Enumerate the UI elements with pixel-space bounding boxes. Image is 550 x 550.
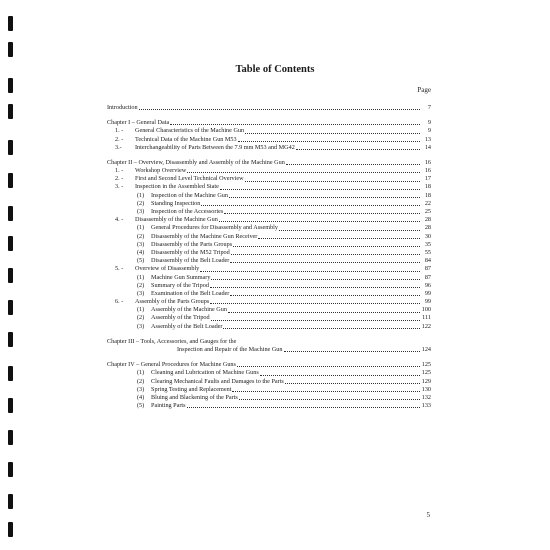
toc-entry-page: 16 (424, 158, 431, 166)
toc-entry-label: Clearing Mechanical Faults and Damages to the Parts (151, 377, 284, 385)
toc-entry-label: Chapter IV – General Procedures for Machine Guns (107, 361, 236, 369)
toc-entry (107, 119, 431, 127)
toc-entry-number: 3.- (115, 143, 122, 151)
toc-entry (107, 290, 431, 298)
toc-entry (107, 249, 431, 257)
toc-entry-page: 28 (424, 224, 431, 232)
toc-entry-page: 84 (424, 257, 431, 265)
toc-leader-dots (285, 378, 420, 384)
toc-entry (107, 104, 431, 112)
toc-gap (107, 112, 431, 119)
binder-hole (8, 140, 13, 155)
toc-entry-number: (2) (137, 377, 145, 385)
binder-hole (8, 366, 13, 381)
toc-entry-label: Assembly of the Parts Groups (135, 298, 210, 306)
toc-leader-dots (187, 167, 420, 173)
toc-leader-dots (232, 386, 420, 392)
toc-entry-page: 22 (424, 199, 431, 207)
toc-leader-dots (200, 266, 420, 272)
toc-leader-dots (139, 104, 420, 110)
toc-entry (107, 298, 431, 306)
toc-entry-label: Overview of Disassembly (135, 265, 200, 273)
toc-entry-page: 99 (424, 289, 431, 297)
toc-entry-number: 1. - (115, 167, 124, 175)
binder-hole (8, 332, 13, 347)
toc-leader-dots (211, 274, 420, 280)
page-title: Table of Contents (235, 64, 315, 75)
toc-entry (107, 378, 431, 386)
toc-entry-page: 87 (424, 273, 431, 281)
toc-entry (107, 184, 431, 192)
toc-entry-label: Cleaning and Lubrication of Machine Guns (151, 369, 259, 377)
toc-entry (107, 224, 431, 232)
toc-entry-number: (4) (137, 248, 145, 256)
toc-entry-number: 3. - (115, 183, 124, 191)
binder-hole (8, 42, 13, 57)
toc-entry-number: (1) (137, 369, 145, 377)
toc-entry (107, 402, 431, 410)
toc-entry (107, 274, 431, 282)
toc-entry (107, 346, 431, 354)
toc-entry-page: 7 (427, 103, 431, 111)
toc-entry-page: 129 (421, 377, 431, 385)
toc-entry (107, 136, 431, 144)
binder-hole (8, 236, 13, 251)
toc-leader-dots (210, 298, 420, 304)
toc-leader-dots (230, 257, 420, 263)
toc-leader-dots (220, 184, 420, 190)
toc-entry-label: Interchangeability of Parts Between the 7.9 mm M53 and MG42 (135, 143, 295, 151)
toc-entry-page: 18 (424, 183, 431, 191)
toc-leader-dots (224, 208, 420, 214)
toc-entry-number: 6. - (115, 298, 124, 306)
toc-entry-number: (5) (137, 402, 145, 410)
toc-entry-page: 13 (424, 135, 431, 143)
toc-entry-number: 2. - (115, 175, 124, 183)
toc-entry-page: 17 (424, 175, 431, 183)
toc-leader-dots (230, 290, 420, 296)
toc-entry-label: Inspection and Repair of the Machine Gun (177, 346, 283, 354)
toc-entry (107, 306, 431, 314)
toc-entry (107, 167, 431, 175)
toc-entry-number: (1) (137, 306, 145, 314)
toc-entry (107, 361, 431, 369)
toc-entry-label: Inspection of the Accessories (151, 208, 224, 216)
toc-entry-label: Standing Inspection (151, 199, 201, 207)
binder-hole (8, 300, 13, 315)
toc-entry-label: Assembly of the Machine Gun (151, 306, 227, 314)
toc-entry-number: (3) (137, 322, 145, 330)
toc-leader-dots (296, 144, 420, 150)
toc-leader-dots (239, 394, 420, 400)
toc-entry-label: Disassembly of the M52 Tripod (151, 248, 230, 256)
toc-entry-label: Painting Parts (151, 402, 186, 410)
toc-entry (107, 315, 431, 323)
toc-entry-label: Chapter I – General Data (107, 119, 170, 127)
table-of-contents (107, 104, 431, 410)
toc-entry-page: 87 (424, 265, 431, 273)
toc-leader-dots (238, 136, 420, 142)
toc-entry-label: Bluing and Blackening of the Parts (151, 393, 238, 401)
toc-entry (107, 265, 431, 273)
toc-entry-number: (2) (137, 199, 145, 207)
toc-entry-label: Inspection in the Assembled State (135, 183, 219, 191)
toc-entry (107, 192, 431, 200)
toc-entry (107, 127, 431, 135)
toc-leader-dots (223, 323, 420, 329)
toc-gap (107, 331, 431, 338)
toc-entry (107, 159, 431, 167)
toc-entry-number: (3) (137, 240, 145, 248)
toc-entry-number: (3) (137, 289, 145, 297)
toc-entry-label: Examination of the Belt Loader (151, 289, 230, 297)
toc-entry-label: Chapter II – Overview, Disassembly and Assembly of the Machine Gun (107, 158, 285, 166)
toc-leader-dots (258, 233, 420, 239)
toc-entry-number: (2) (137, 314, 145, 322)
toc-entry-page: 111 (422, 314, 431, 322)
toc-entry-label: Workshop Overview (135, 167, 187, 175)
toc-gap (107, 354, 431, 361)
page-number: 5 (426, 511, 430, 519)
toc-leader-dots (245, 128, 420, 134)
toc-entry-label: Chapter III – Tools, Accessories, and Gauges for the (107, 337, 237, 345)
toc-entry-label: Technical Data of the Machine Gun M53 (135, 135, 237, 143)
toc-entry-page: 9 (427, 127, 431, 135)
binder-hole (8, 522, 13, 537)
toc-leader-dots (228, 307, 420, 313)
toc-entry-number: 2. - (115, 135, 124, 143)
toc-leader-dots (187, 402, 420, 408)
toc-entry-label: First and Second Level Technical Overview (135, 175, 244, 183)
toc-entry-page: 124 (421, 346, 431, 354)
toc-entry-page: 96 (424, 281, 431, 289)
toc-leader-dots (279, 225, 420, 231)
toc-entry-page: 130 (421, 385, 431, 393)
binder-hole (8, 398, 13, 413)
toc-entry-label: Assembly of the Tripod (151, 314, 210, 322)
toc-entry-page: 125 (421, 369, 431, 377)
binder-hole (8, 494, 13, 509)
toc-entry (107, 175, 431, 183)
toc-entry-label: Disassembly of the Belt Loader (151, 257, 230, 265)
toc-entry-page: 18 (424, 191, 431, 199)
toc-entry-number: (3) (137, 385, 145, 393)
toc-entry-page: 100 (421, 306, 431, 314)
binder-hole (8, 430, 13, 445)
binder-hole (8, 206, 13, 221)
toc-entry-page: 132 (421, 393, 431, 401)
toc-entry-label: Disassembly of the Parts Groups (151, 240, 233, 248)
toc-leader-dots (229, 192, 420, 198)
toc-entry-page: 30 (424, 232, 431, 240)
toc-leader-dots (237, 361, 420, 367)
toc-entry-number: (5) (137, 257, 145, 265)
toc-entry-number: (3) (137, 208, 145, 216)
toc-entry-label: Disassembly of the Machine Gun (135, 216, 218, 224)
toc-entry (107, 216, 431, 224)
toc-entry-number: (1) (137, 224, 145, 232)
toc-entry-page: 14 (424, 143, 431, 151)
binder-hole (8, 16, 13, 31)
toc-entry-label: Spring Testing and Replacement (151, 385, 232, 393)
toc-entry (107, 144, 431, 152)
toc-entry-page: 25 (424, 208, 431, 216)
toc-entry-label: Assembly of the Belt Loader (151, 322, 223, 330)
toc-leader-dots (245, 176, 420, 182)
toc-entry-page: 16 (424, 167, 431, 175)
toc-gap (107, 152, 431, 159)
toc-entry (107, 257, 431, 265)
toc-entry-label: Inspection of the Machine Gun (151, 191, 228, 199)
toc-entry-page: 133 (421, 402, 431, 410)
toc-entry-number: (1) (137, 191, 145, 199)
toc-leader-dots (219, 216, 420, 222)
toc-entry (107, 386, 431, 394)
toc-leader-dots (211, 315, 420, 321)
toc-leader-dots (284, 346, 421, 352)
toc-entry (107, 208, 431, 216)
toc-entry-label: Machine Gun Summary (151, 273, 211, 281)
toc-leader-dots (286, 159, 420, 165)
toc-entry-label: General Characteristics of the Machine Gun (135, 127, 245, 135)
binder-hole (8, 173, 13, 188)
toc-entry-number: 1. - (115, 127, 124, 135)
toc-entry (107, 282, 431, 290)
toc-leader-dots (231, 249, 420, 255)
binder-holes (8, 10, 14, 540)
toc-leader-dots (260, 370, 420, 376)
toc-entry-page: 9 (427, 119, 431, 127)
toc-entry-page: 99 (424, 298, 431, 306)
toc-entry-label: General Procedures for Disassembly and Assembly (151, 224, 278, 232)
toc-entry-page: 122 (421, 322, 431, 330)
toc-entry-number: 4. - (115, 216, 124, 224)
toc-entry-number: (1) (137, 273, 145, 281)
toc-entry-number: (4) (137, 393, 145, 401)
toc-entry-label: Introduction (107, 103, 138, 111)
toc-entry-page: 125 (421, 361, 431, 369)
toc-leader-dots (201, 200, 420, 206)
toc-leader-dots (210, 282, 420, 288)
page-column-heading: Page (417, 86, 431, 94)
toc-entry-page: 35 (424, 240, 431, 248)
toc-entry (107, 323, 431, 331)
binder-hole (8, 268, 13, 283)
toc-entry (107, 394, 431, 402)
toc-entry-number: (2) (137, 281, 145, 289)
toc-leader-dots (170, 119, 420, 125)
toc-entry-page: 55 (424, 248, 431, 256)
toc-entry (107, 241, 431, 249)
toc-entry (107, 233, 431, 241)
toc-entry-label: Summary of the Tripod (151, 281, 209, 289)
toc-entry-page: 28 (424, 216, 431, 224)
toc-entry-number: (2) (137, 232, 145, 240)
binder-hole (8, 104, 13, 119)
binder-hole (8, 462, 13, 477)
toc-entry-number: 5. - (115, 265, 124, 273)
toc-entry-label: Disassembly of the Machine Gun Receiver (151, 232, 258, 240)
toc-entry (107, 338, 431, 346)
toc-entry (107, 200, 431, 208)
toc-entry (107, 369, 431, 377)
toc-leader-dots (233, 241, 420, 247)
binder-hole (8, 78, 13, 93)
